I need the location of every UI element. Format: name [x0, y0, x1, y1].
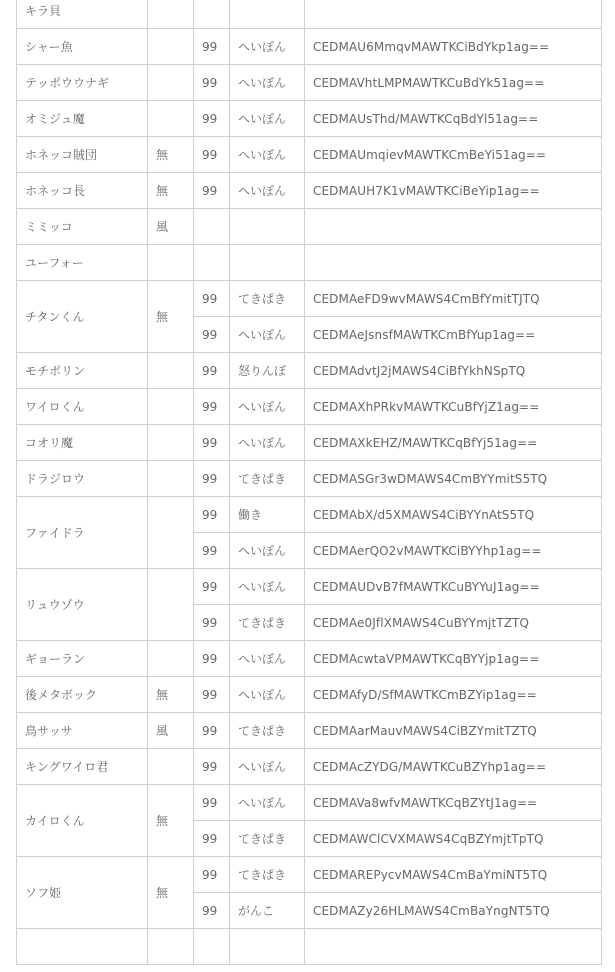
- table-row: [17, 389, 602, 425]
- monster-name-cell: カイロくん: [17, 785, 148, 857]
- attribute-cell: [148, 929, 194, 965]
- level-cell: 99: [194, 389, 230, 425]
- table-row: [17, 713, 602, 749]
- attribute-cell: [148, 245, 194, 281]
- table-row: [17, 677, 602, 713]
- password-code-cell: CEDMAWClCVXMAWS4CqBZYmjtTpTQ: [305, 821, 602, 857]
- attribute-cell: 風: [148, 209, 194, 245]
- attribute-cell: [148, 65, 194, 101]
- password-code-cell: CEDMAcZYDG/MAWTKCuBZYhp1ag==: [305, 749, 602, 785]
- attribute-cell: 無: [148, 677, 194, 713]
- level-cell: [194, 0, 230, 29]
- monster-name-cell: コオリ魔: [17, 425, 148, 461]
- table-row: [17, 749, 602, 785]
- personality-cell: [230, 245, 305, 281]
- password-code-cell: CEDMAXhPRkvMAWTKCuBfYjZ1ag==: [305, 389, 602, 425]
- attribute-cell: [148, 389, 194, 425]
- personality-cell: へいぼん: [230, 29, 305, 65]
- table-row: [17, 785, 602, 821]
- level-cell: 99: [194, 425, 230, 461]
- attribute-cell: 無: [148, 785, 194, 857]
- level-cell: 99: [194, 461, 230, 497]
- personality-cell: てきぱき: [230, 857, 305, 893]
- monster-name-cell: ホネッコ長: [17, 173, 148, 209]
- personality-cell: へいぼん: [230, 317, 305, 353]
- password-code-cell: CEDMAREPycvMAWS4CmBaYmiNT5TQ: [305, 857, 602, 893]
- level-cell: 99: [194, 533, 230, 569]
- table-row: [17, 857, 602, 893]
- attribute-cell: [148, 29, 194, 65]
- attribute-cell: 無: [148, 857, 194, 929]
- password-code-cell: CEDMAVhtLMPMAWTKCuBdYk51ag==: [305, 65, 602, 101]
- table-row: [17, 245, 602, 281]
- monster-name-cell: チタンくん: [17, 281, 148, 353]
- personality-cell: [230, 0, 305, 29]
- level-cell: 99: [194, 101, 230, 137]
- monster-name-cell: シャー魚: [17, 29, 148, 65]
- level-cell: 99: [194, 29, 230, 65]
- monster-name-cell: ワイロくん: [17, 389, 148, 425]
- password-code-cell: CEDMAeJsnsfMAWTKCmBfYup1ag==: [305, 317, 602, 353]
- level-cell: 99: [194, 497, 230, 533]
- table-row: [17, 425, 602, 461]
- attribute-cell: [148, 461, 194, 497]
- personality-cell: へいぼん: [230, 533, 305, 569]
- level-cell: 99: [194, 677, 230, 713]
- personality-cell: てきぱき: [230, 713, 305, 749]
- password-code-cell: CEDMAfyD/SfMAWTKCmBZYip1ag==: [305, 677, 602, 713]
- level-cell: 99: [194, 605, 230, 641]
- personality-cell: てきぱき: [230, 461, 305, 497]
- monster-code-table-container: [16, 0, 601, 965]
- level-cell: 99: [194, 821, 230, 857]
- level-cell: 99: [194, 641, 230, 677]
- monster-name-cell: モチポリン: [17, 353, 148, 389]
- level-cell: 99: [194, 137, 230, 173]
- level-cell: [194, 209, 230, 245]
- personality-cell: へいぼん: [230, 389, 305, 425]
- monster-name-cell: ソフ姫: [17, 857, 148, 929]
- attribute-cell: [148, 0, 194, 29]
- personality-cell: へいぼん: [230, 785, 305, 821]
- password-code-cell: CEDMAUDvB7fMAWTKCuBYYuJ1ag==: [305, 569, 602, 605]
- attribute-cell: [148, 497, 194, 569]
- monster-name-cell: キラ貝: [17, 0, 148, 29]
- level-cell: 99: [194, 785, 230, 821]
- personality-cell: へいぼん: [230, 101, 305, 137]
- monster-name-cell: リュウゾウ: [17, 569, 148, 641]
- level-cell: 99: [194, 749, 230, 785]
- monster-code-table: [16, 0, 602, 965]
- level-cell: 99: [194, 569, 230, 605]
- table-row: [17, 29, 602, 65]
- attribute-cell: 無: [148, 137, 194, 173]
- monster-name-cell: 後メタボック: [17, 677, 148, 713]
- personality-cell: へいぼん: [230, 65, 305, 101]
- table-row: [17, 173, 602, 209]
- table-row: [17, 0, 602, 29]
- attribute-cell: [148, 101, 194, 137]
- personality-cell: へいぼん: [230, 677, 305, 713]
- password-code-cell: CEDMAU6MmqvMAWTKCiBdYkp1ag==: [305, 29, 602, 65]
- personality-cell: てきぱき: [230, 821, 305, 857]
- personality-cell: 怒りんぼ: [230, 353, 305, 389]
- password-code-cell: CEDMAZy26HLMAWS4CmBaYngNT5TQ: [305, 893, 602, 929]
- table-row: [17, 101, 602, 137]
- personality-cell: てきぱき: [230, 605, 305, 641]
- monster-name-cell: ファイドラ: [17, 497, 148, 569]
- monster-name-cell: キングワイロ君: [17, 749, 148, 785]
- monster-name-cell: ドラジロウ: [17, 461, 148, 497]
- level-cell: [194, 245, 230, 281]
- personality-cell: [230, 929, 305, 965]
- password-code-cell: [305, 209, 602, 245]
- password-code-cell: CEDMAeFD9wvMAWS4CmBfYmitTJTQ: [305, 281, 602, 317]
- attribute-cell: 無: [148, 281, 194, 353]
- password-code-cell: [305, 245, 602, 281]
- table-row: [17, 353, 602, 389]
- monster-name-cell: ホネッコ賊団: [17, 137, 148, 173]
- personality-cell: へいぼん: [230, 173, 305, 209]
- level-cell: 99: [194, 317, 230, 353]
- personality-cell: へいぼん: [230, 569, 305, 605]
- password-code-cell: [305, 0, 602, 29]
- password-code-cell: CEDMAerQO2vMAWTKCiBYYhp1ag==: [305, 533, 602, 569]
- password-code-cell: CEDMAUH7K1vMAWTKCiBeYip1ag==: [305, 173, 602, 209]
- table-row: [17, 929, 602, 965]
- level-cell: [194, 929, 230, 965]
- attribute-cell: 無: [148, 173, 194, 209]
- personality-cell: へいぼん: [230, 425, 305, 461]
- password-code-cell: CEDMAcwtaVPMAWTKCqBYYjp1ag==: [305, 641, 602, 677]
- monster-name-cell: ユーフォー: [17, 245, 148, 281]
- password-code-cell: CEDMAbX/d5XMAWS4CiBYYnAtS5TQ: [305, 497, 602, 533]
- monster-name-cell: [17, 929, 148, 965]
- attribute-cell: [148, 425, 194, 461]
- attribute-cell: [148, 569, 194, 641]
- personality-cell: てきぱき: [230, 281, 305, 317]
- level-cell: 99: [194, 713, 230, 749]
- monster-name-cell: オミジュ魔: [17, 101, 148, 137]
- password-code-cell: CEDMAUsThd/MAWTKCqBdYl51ag==: [305, 101, 602, 137]
- password-code-cell: CEDMAdvtJ2jMAWS4CiBfYkhNSpTQ: [305, 353, 602, 389]
- table-row: [17, 569, 602, 605]
- personality-cell: 働き: [230, 497, 305, 533]
- personality-cell: がんこ: [230, 893, 305, 929]
- attribute-cell: [148, 353, 194, 389]
- attribute-cell: [148, 749, 194, 785]
- table-row: [17, 497, 602, 533]
- table-row: [17, 65, 602, 101]
- password-code-cell: CEDMAXkEHZ/MAWTKCqBfYj51ag==: [305, 425, 602, 461]
- attribute-cell: 風: [148, 713, 194, 749]
- table-row: [17, 137, 602, 173]
- password-code-cell: [305, 929, 602, 965]
- level-cell: 99: [194, 65, 230, 101]
- table-row: [17, 641, 602, 677]
- personality-cell: へいぼん: [230, 641, 305, 677]
- table-row: [17, 461, 602, 497]
- password-code-cell: CEDMAarMauvMAWS4CiBZYmitTZTQ: [305, 713, 602, 749]
- personality-cell: へいぼん: [230, 749, 305, 785]
- personality-cell: へいぼん: [230, 137, 305, 173]
- personality-cell: [230, 209, 305, 245]
- monster-name-cell: ギョーラン: [17, 641, 148, 677]
- attribute-cell: [148, 641, 194, 677]
- table-row: [17, 209, 602, 245]
- password-code-cell: CEDMAe0JflXMAWS4CuBYYmjtTZTQ: [305, 605, 602, 641]
- level-cell: 99: [194, 173, 230, 209]
- level-cell: 99: [194, 893, 230, 929]
- level-cell: 99: [194, 281, 230, 317]
- password-code-cell: CEDMAUmqievMAWTKCmBeYi51ag==: [305, 137, 602, 173]
- level-cell: 99: [194, 857, 230, 893]
- monster-name-cell: テッポウウナギ: [17, 65, 148, 101]
- password-code-cell: CEDMAVa8wfvMAWTKCqBZYtJ1ag==: [305, 785, 602, 821]
- level-cell: 99: [194, 353, 230, 389]
- monster-name-cell: 鳥サッサ: [17, 713, 148, 749]
- password-code-cell: CEDMASGr3wDMAWS4CmBYYmitS5TQ: [305, 461, 602, 497]
- monster-name-cell: ミミッコ: [17, 209, 148, 245]
- table-row: [17, 281, 602, 317]
- table-body: [17, 0, 602, 965]
